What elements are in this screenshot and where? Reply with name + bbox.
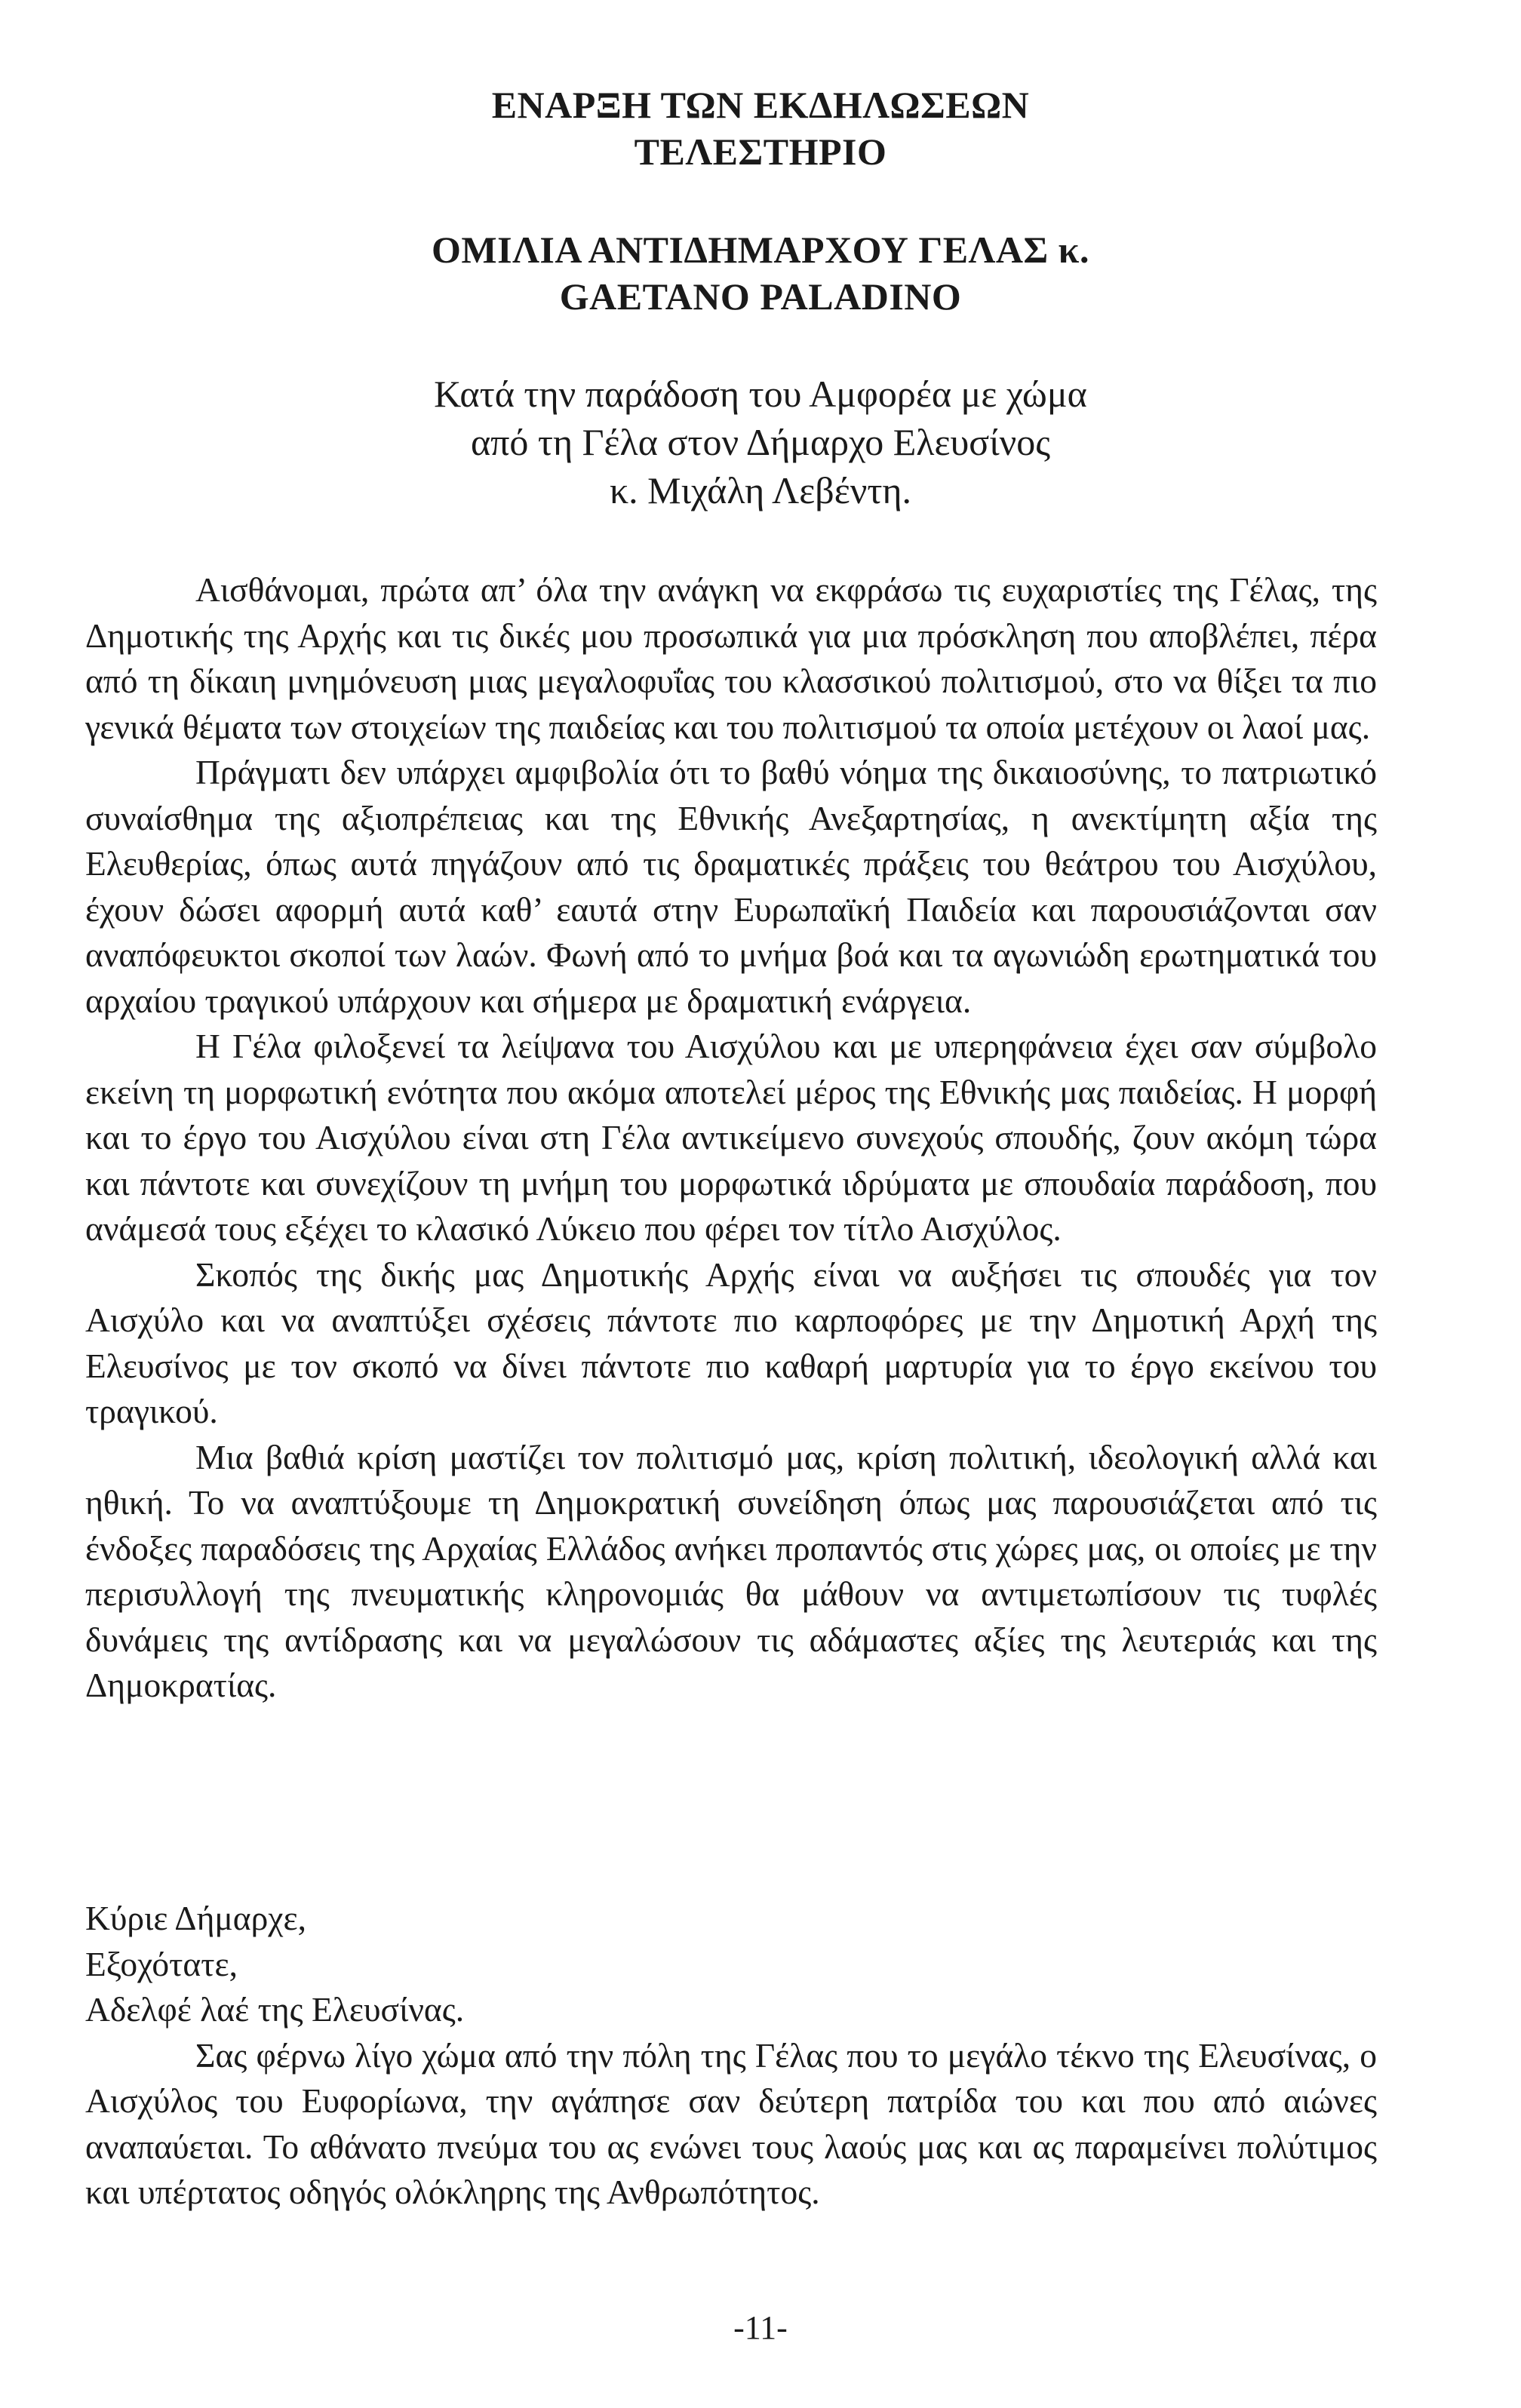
paragraph: Μια βαθιά κρίση μαστίζει τον πολιτισμό μας, κρίση πολιτική, ιδεολογική αλλά και ηθική. Το να αναπτύξουμε τη Δημοκρατική συνείδηση όπως μας παρουσιάζεται από τις ένδοξες παραδόσεις της Αρχαίας Ελλάδος ανήκει προπαντός στις χώρες μας, οι οποίες με την περισυλλογή της πνευματικής κληρονομιάς θα μάθουν να αντιμετωπίσουν τις τυφλές δυνάμεις της αντίδρασης και να μεγαλώσουν τις αδάμαστες αξίες της λευτεριάς και της Δημοκρατίας. xyxy=(85,1437,1377,1704)
speech-title-line-1: ΟΜΙΛΙΑ ΑΝΤΙΔΗΜΑΡΧΟΥ ΓΕΛΑΣ κ. xyxy=(432,229,1089,271)
subtitle-line-1: Κατά την παράδοση του Αμφορέα με χώμα xyxy=(434,373,1087,415)
paragraph: Σκοπός της δικής μας Δημοτικής Αρχής είναι να αυξήσει τις σπουδές για τον Αισχύλο και να αναπτύξει σχέσεις πάντοτε πιο καρποφόρες με την Δημοτική Αρχή της Ελευσίνος με τον σκοπό να δίνει πάντοτε πιο καθαρή μαρτυρία για το έργο εκείνου του τραγικού. xyxy=(85,1255,1377,1430)
page-number: -11- xyxy=(733,2309,788,2346)
speech-closing-section xyxy=(85,1896,1377,2216)
speech-subtitle xyxy=(0,370,1521,514)
speech-title xyxy=(0,226,1521,320)
event-title-line-2: ΤΕΛΕΣΤΗΡΙΟ xyxy=(634,131,887,173)
paragraph: Πράγματι δεν υπάρχει αμφιβολία ότι το βαθύ νόημα της δικαιοσύνης, το πατριωτικό συναίσθημα της αξιοπρέπειας και της Εθνικής Ανεξαρτησίας, η ανεκτίμητη αξία της Ελευθερίας, όπως αυτά πηγάζουν από τις δραματικές πράξεις του θεάτρου του Αισχύλου, έχουν δώσει αφορμή αυτά καθ’ εαυτά στην Ευρωπαϊκή Παιδεία και παρουσιάζονται σαν αναπόφευκτοι σκοποί των λαών. Φωνή από το μνήμα βοά και τα αγωνιώδη ερωτηματικά του αρχαίου τραγικού υπάρχουν και σήμερα με δραματική ενάργεια. xyxy=(85,753,1377,1020)
event-title-line-1: ΕΝΑΡΞΗ ΤΩΝ ΕΚΔΗΛΩΣΕΩΝ xyxy=(491,84,1030,126)
salutation-line-3: Αδελφέ λαέ της Ελευσίνας. xyxy=(85,1990,465,2029)
closing-paragraph: Σας φέρνω λίγο χώμα από την πόλη της Γέλας που το μεγάλο τέκνο της Ελευσίνας, ο Αισχύλος του Ευφορίωνα, την αγάπησε σαν δεύτερη πατρίδα του και που από αιώνες αναπαύεται. Το αθάνατο πνεύμα του ας ενώνει τους λαούς μας και ας παραμείνει πολύτιμος και υπέρτατος οδηγός ολόκληρης της Ανθρωπότητος. xyxy=(85,2035,1377,2211)
subtitle-line-3: κ. Μιχάλη Λεβέντη. xyxy=(609,469,912,511)
speech-body xyxy=(85,567,1377,1709)
salutation-line-1: Κύριε Δήμαρχε, xyxy=(85,1899,306,1937)
paragraph: Αισθάνομαι, πρώτα απ’ όλα την ανάγκη να εκφράσω τις ευχαριστίες της Γέλας, της Δημοτικής της Αρχής και τις δικές μου προσωπικά για μια πρόσκληση που αποβλέπει, πέρα από τη δίκαιη μνημόνευση μιας μεγαλοφυΐας του κλασσικού πολιτισμού, στο να θίξει τα πιο γενικά θέματα των στοιχείων της παιδείας και του πολιτισμού τα οποία μετέχουν οι λαοί μας. xyxy=(85,570,1377,746)
speech-title-line-2: GAETANO PALADINO xyxy=(559,275,962,318)
subtitle-line-2: από τη Γέλα στον Δήμαρχο Ελευσίνος xyxy=(470,421,1051,463)
salutation-line-2: Εξοχότατε, xyxy=(85,1944,238,1983)
paragraph: Η Γέλα φιλοξενεί τα λείψανα του Αισχύλου και με υπερηφάνεια έχει σαν σύμβολο εκείνη τη μορφωτική ενότητα που ακόμα αποτελεί μέρος της Εθνικής μας παιδείας. Η μορφή και το έργο του Αισχύλου είναι στη Γέλα αντικείμενο συνεχούς σπουδής, ζουν ακόμη τώρα και πάντοτε και συνεχίζουν τη μνήμη του μορφωτικά ιδρύματα με σπουδαία παράδοση, που ανάμεσά τους εξέχει το κλασικό Λύκειο που φέρει τον τίτλο Αισχύλος. xyxy=(85,1027,1377,1248)
event-title xyxy=(0,81,1521,175)
